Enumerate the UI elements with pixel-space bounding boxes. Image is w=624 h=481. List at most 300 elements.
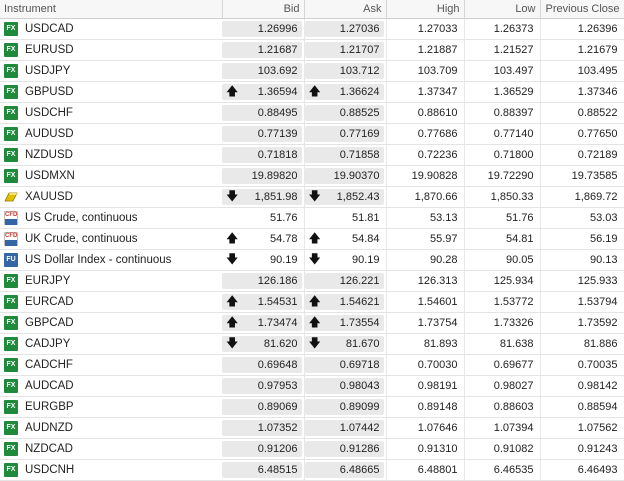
ask-value-box: [305, 63, 384, 79]
high-value: 81.893: [386, 334, 464, 355]
forex-icon: [4, 22, 18, 36]
table-row[interactable]: [0, 292, 624, 313]
bid-cell[interactable]: [222, 355, 304, 376]
forex-icon-label: FX: [6, 172, 16, 179]
low-value: 1.73326: [464, 313, 540, 334]
bid-value: 1.36594: [257, 86, 298, 98]
bid-value: 1.26996: [257, 23, 298, 35]
bid-value: 1.21687: [257, 44, 298, 56]
table-row[interactable]: [0, 229, 624, 250]
ask-value-box: [305, 462, 384, 478]
ask-cell[interactable]: [304, 313, 386, 334]
ask-value: 0.77169: [339, 128, 380, 140]
column-header-bid[interactable]: Bid: [222, 0, 304, 19]
ask-value-box: [305, 357, 384, 373]
cfd-icon-label: CFD: [5, 233, 18, 239]
ask-cell[interactable]: [304, 250, 386, 271]
arrow-up-icon: 🡅: [226, 83, 239, 98]
table-row[interactable]: [0, 145, 624, 166]
forex-icon: [4, 442, 18, 456]
bid-cell[interactable]: [222, 313, 304, 334]
cfd-icon: [4, 211, 18, 225]
forex-icon: [4, 295, 18, 309]
ask-value-box: [305, 126, 384, 142]
ask-cell[interactable]: [304, 334, 386, 355]
forex-icon-label: FX: [6, 109, 16, 116]
bid-value-box: [222, 462, 302, 478]
ask-cell[interactable]: [304, 397, 386, 418]
ask-value-box: [305, 420, 384, 436]
previous-close-value: 1.53794: [540, 292, 624, 313]
ask-value-box: [305, 273, 384, 289]
bid-value-box: [222, 189, 302, 205]
ask-value: 0.71858: [339, 149, 380, 161]
high-value: 1.37347: [386, 82, 464, 103]
table-row[interactable]: [0, 82, 624, 103]
ask-cell[interactable]: [304, 355, 386, 376]
bid-cell[interactable]: [222, 166, 304, 187]
ask-value-box: [305, 378, 384, 394]
low-value: 0.91082: [464, 439, 540, 460]
instrument-cell[interactable]: [0, 103, 222, 124]
ask-cell[interactable]: [304, 208, 386, 229]
bid-cell[interactable]: [222, 376, 304, 397]
bid-value-box: [222, 84, 302, 100]
ask-value-box: [305, 168, 384, 184]
ask-value-box: [305, 210, 384, 226]
instrument-cell[interactable]: [0, 439, 222, 460]
bid-cell[interactable]: [222, 334, 304, 355]
arrow-down-icon: 🡇: [226, 251, 239, 266]
ask-cell[interactable]: [304, 460, 386, 481]
instrument-name: NZDUSD: [25, 149, 73, 161]
instrument-cell[interactable]: [0, 208, 222, 229]
ask-value-box: [305, 21, 384, 37]
instrument-name: USDCHF: [25, 107, 73, 119]
instrument-name: USDJPY: [25, 65, 71, 77]
previous-close-value: 1.07562: [540, 418, 624, 439]
bid-value-box: [222, 231, 302, 247]
table-row[interactable]: [0, 334, 624, 355]
forex-icon: [4, 379, 18, 393]
futures-icon-label: FU: [6, 256, 16, 263]
bid-value: 1.54531: [257, 296, 298, 308]
instrument-cell[interactable]: [0, 250, 222, 271]
instrument-cell[interactable]: [0, 187, 222, 208]
ask-cell[interactable]: [304, 439, 386, 460]
ask-value-box: [305, 231, 384, 247]
table-row[interactable]: [0, 208, 624, 229]
bid-value-box: [222, 441, 302, 457]
low-value: 0.69677: [464, 355, 540, 376]
high-value: 55.97: [386, 229, 464, 250]
instrument-cell[interactable]: [0, 376, 222, 397]
low-value: 1.53772: [464, 292, 540, 313]
low-value: 19.72290: [464, 166, 540, 187]
table-row[interactable]: [0, 166, 624, 187]
low-value: 0.88397: [464, 103, 540, 124]
previous-close-value: 81.886: [540, 334, 624, 355]
high-value: 53.13: [386, 208, 464, 229]
gold-bar-icon: [4, 190, 18, 204]
bid-value-box: [222, 420, 302, 436]
high-value: 1.27033: [386, 19, 464, 40]
table-row[interactable]: [0, 271, 624, 292]
ask-value: 0.98043: [339, 380, 380, 392]
low-value: 90.05: [464, 250, 540, 271]
ask-value: 0.88525: [339, 107, 380, 119]
high-value: 0.89148: [386, 397, 464, 418]
instrument-name: USDCNH: [25, 464, 75, 476]
bid-value-box: [222, 126, 302, 142]
low-value: 81.638: [464, 334, 540, 355]
instrument-cell[interactable]: [0, 40, 222, 61]
previous-close-value: 0.88594: [540, 397, 624, 418]
table-row[interactable]: [0, 124, 624, 145]
instrument-name: NZDCAD: [25, 443, 73, 455]
previous-close-value: 1.73592: [540, 313, 624, 334]
bid-cell[interactable]: [222, 145, 304, 166]
cfd-icon-label: CFD: [5, 212, 18, 218]
ask-value-box: [305, 336, 384, 352]
high-value: 0.70030: [386, 355, 464, 376]
bid-cell[interactable]: [222, 124, 304, 145]
arrow-down-icon: 🡇: [226, 335, 239, 350]
ask-cell[interactable]: [304, 376, 386, 397]
bid-value: 0.77139: [257, 128, 298, 140]
arrow-down-icon: 🡇: [226, 188, 239, 203]
bid-value-box: [222, 21, 302, 37]
bid-value: 0.97953: [257, 380, 298, 392]
bid-cell[interactable]: [222, 40, 304, 61]
instrument-cell[interactable]: [0, 145, 222, 166]
bid-value-box: [222, 147, 302, 163]
low-value: 125.934: [464, 271, 540, 292]
ask-value: 54.84: [351, 233, 380, 245]
forex-icon-label: FX: [6, 151, 16, 158]
ask-cell[interactable]: [304, 187, 386, 208]
bid-value: 1,851.98: [254, 191, 298, 203]
table-row[interactable]: [0, 313, 624, 334]
bid-cell[interactable]: [222, 229, 304, 250]
instrument-cell[interactable]: [0, 61, 222, 82]
ask-value-box: [305, 399, 384, 415]
high-value: 126.313: [386, 271, 464, 292]
futures-icon: [4, 253, 18, 267]
arrow-up-icon: 🡅: [308, 293, 321, 308]
instrument-name: GBPCAD: [25, 317, 74, 329]
instrument-name: XAUUSD: [25, 191, 73, 203]
instrument-cell[interactable]: [0, 460, 222, 481]
high-value: 0.98191: [386, 376, 464, 397]
ask-value: 1.36624: [339, 86, 380, 98]
ask-cell[interactable]: [304, 418, 386, 439]
high-value: 90.28: [386, 250, 464, 271]
ask-value: 0.89099: [339, 401, 380, 413]
forex-icon: [4, 358, 18, 372]
arrow-up-icon: 🡅: [308, 314, 321, 329]
bid-value-box: [222, 63, 302, 79]
ask-value: 1.54621: [339, 296, 380, 308]
forex-icon-label: FX: [6, 298, 16, 305]
low-value: 0.98027: [464, 376, 540, 397]
bid-value: 19.89820: [251, 170, 298, 182]
bid-value: 54.78: [269, 233, 298, 245]
instrument-cell[interactable]: [0, 166, 222, 187]
cfd-icon: [4, 232, 18, 246]
forex-icon: [4, 400, 18, 414]
previous-close-value: 0.77650: [540, 124, 624, 145]
low-value: 0.77140: [464, 124, 540, 145]
high-value: 0.91310: [386, 439, 464, 460]
bid-cell[interactable]: [222, 103, 304, 124]
arrow-down-icon: 🡇: [308, 188, 321, 203]
table-row[interactable]: [0, 376, 624, 397]
low-value: 0.88603: [464, 397, 540, 418]
ask-cell[interactable]: [304, 166, 386, 187]
bid-value: 51.76: [269, 212, 298, 224]
ask-value: 90.19: [351, 254, 380, 266]
ask-value: 126.221: [339, 275, 380, 287]
instrument-cell[interactable]: [0, 271, 222, 292]
arrow-up-icon: 🡅: [308, 83, 321, 98]
ask-value-box: [305, 84, 384, 100]
table-row[interactable]: [0, 103, 624, 124]
forex-icon-label: FX: [6, 403, 16, 410]
bid-value-box: [222, 42, 302, 58]
bid-cell[interactable]: [222, 460, 304, 481]
ask-cell[interactable]: [304, 61, 386, 82]
instrument-name: AUDUSD: [25, 128, 74, 140]
ask-cell[interactable]: [304, 124, 386, 145]
instrument-cell[interactable]: [0, 19, 222, 40]
bid-value: 1.07352: [257, 422, 298, 434]
bid-cell[interactable]: [222, 187, 304, 208]
low-value: 1.21527: [464, 40, 540, 61]
low-value: 1.07394: [464, 418, 540, 439]
instrument-name: EURUSD: [25, 44, 74, 56]
previous-close-value: 56.19: [540, 229, 624, 250]
forex-icon: [4, 421, 18, 435]
high-value: 1.07646: [386, 418, 464, 439]
bid-value: 81.620: [263, 338, 298, 350]
instrument-name: AUDNZD: [25, 422, 73, 434]
ask-value-box: [305, 252, 384, 268]
high-value: 19.90828: [386, 166, 464, 187]
bid-value-box: [222, 315, 302, 331]
low-value: 1.36529: [464, 82, 540, 103]
bid-cell[interactable]: [222, 82, 304, 103]
bid-cell[interactable]: [222, 397, 304, 418]
bid-cell[interactable]: [222, 439, 304, 460]
instrument-name: GBPUSD: [25, 86, 74, 98]
ask-value-box: [305, 147, 384, 163]
table-row[interactable]: [0, 19, 624, 40]
bid-value: 0.91206: [257, 443, 298, 455]
high-value: 1.54601: [386, 292, 464, 313]
bid-value: 126.186: [257, 275, 298, 287]
forex-icon-label: FX: [6, 445, 16, 452]
high-value: 6.48801: [386, 460, 464, 481]
ask-value: 81.670: [345, 338, 380, 350]
table-row[interactable]: [0, 61, 624, 82]
bid-value-box: [222, 168, 302, 184]
low-value: 1.26373: [464, 19, 540, 40]
bid-cell[interactable]: [222, 208, 304, 229]
instrument-name: EURGBP: [25, 401, 74, 413]
instrument-name: USDMXN: [25, 170, 75, 182]
header-row: [0, 0, 624, 19]
instrument-cell[interactable]: [0, 229, 222, 250]
bid-value-box: [222, 399, 302, 415]
table-row[interactable]: [0, 250, 624, 271]
instrument-name: CADJPY: [25, 338, 71, 350]
previous-close-value: 0.91243: [540, 439, 624, 460]
table-row[interactable]: [0, 187, 624, 208]
forex-icon: [4, 64, 18, 78]
forex-icon-label: FX: [6, 67, 16, 74]
ask-value-box: [305, 294, 384, 310]
instrument-cell[interactable]: [0, 334, 222, 355]
bid-value: 0.71818: [257, 149, 298, 161]
table-row[interactable]: [0, 460, 624, 481]
ask-value: 1.21707: [339, 44, 380, 56]
ask-cell[interactable]: [304, 271, 386, 292]
table-row[interactable]: [0, 40, 624, 61]
ask-cell[interactable]: [304, 229, 386, 250]
instrument-name: USDCAD: [25, 23, 74, 35]
bid-value-box: [222, 210, 302, 226]
instrument-cell[interactable]: [0, 397, 222, 418]
previous-close-value: 1.37346: [540, 82, 624, 103]
forex-icon: [4, 85, 18, 99]
forex-icon-label: FX: [6, 25, 16, 32]
ask-value: 51.81: [351, 212, 380, 224]
ask-cell[interactable]: [304, 145, 386, 166]
ask-cell[interactable]: [304, 40, 386, 61]
forex-icon-label: FX: [6, 466, 16, 473]
ask-cell[interactable]: [304, 19, 386, 40]
previous-close-value: 19.73585: [540, 166, 624, 187]
instrument-name: US Dollar Index - continuous: [25, 254, 172, 266]
bid-value: 103.692: [257, 65, 298, 77]
forex-icon: [4, 43, 18, 57]
bid-cell[interactable]: [222, 418, 304, 439]
bid-value: 1.73474: [257, 317, 298, 329]
instrument-name: CADCHF: [25, 359, 73, 371]
column-header-instrument[interactable]: Instrument: [0, 0, 222, 19]
instrument-cell[interactable]: [0, 313, 222, 334]
previous-close-value: 53.03: [540, 208, 624, 229]
low-value: 6.46535: [464, 460, 540, 481]
ask-value-box: [305, 42, 384, 58]
low-value: 54.81: [464, 229, 540, 250]
table-row[interactable]: [0, 397, 624, 418]
previous-close-value: 103.495: [540, 61, 624, 82]
table-row[interactable]: [0, 439, 624, 460]
ask-value-box: [305, 105, 384, 121]
high-value: 0.88610: [386, 103, 464, 124]
bid-value-box: [222, 273, 302, 289]
bid-cell[interactable]: [222, 250, 304, 271]
previous-close-value: 90.13: [540, 250, 624, 271]
bid-value-box: [222, 294, 302, 310]
ask-value: 1.27036: [339, 23, 380, 35]
forex-icon-label: FX: [6, 319, 16, 326]
forex-icon: [4, 463, 18, 477]
ask-value: 0.69718: [339, 359, 380, 371]
forex-icon: [4, 148, 18, 162]
bid-cell[interactable]: [222, 292, 304, 313]
ask-value: 0.91286: [339, 443, 380, 455]
forex-icon: [4, 274, 18, 288]
bid-value: 0.69648: [257, 359, 298, 371]
instrument-cell[interactable]: [0, 355, 222, 376]
instrument-name: EURCAD: [25, 296, 74, 308]
ask-cell[interactable]: [304, 82, 386, 103]
previous-close-value: 6.46493: [540, 460, 624, 481]
bid-value-box: [222, 378, 302, 394]
bid-value: 0.89069: [257, 401, 298, 413]
ask-value: 1.07442: [339, 422, 380, 434]
ask-value: 6.48665: [339, 464, 380, 476]
instrument-cell[interactable]: [0, 292, 222, 313]
forex-icon-label: FX: [6, 88, 16, 95]
low-value: 51.76: [464, 208, 540, 229]
bid-cell[interactable]: [222, 271, 304, 292]
low-value: 103.497: [464, 61, 540, 82]
instrument-cell[interactable]: [0, 124, 222, 145]
ask-cell[interactable]: [304, 103, 386, 124]
table-row[interactable]: [0, 418, 624, 439]
instrument-cell[interactable]: [0, 418, 222, 439]
low-value: 0.71800: [464, 145, 540, 166]
ask-value: 103.712: [339, 65, 380, 77]
high-value: 0.72236: [386, 145, 464, 166]
previous-close-value: 0.72189: [540, 145, 624, 166]
bid-cell[interactable]: [222, 61, 304, 82]
forex-icon-label: FX: [6, 46, 16, 53]
forex-icon: [4, 106, 18, 120]
table-row[interactable]: [0, 355, 624, 376]
previous-close-value: 0.70035: [540, 355, 624, 376]
column-header-previous-close[interactable]: Previous Close: [540, 0, 624, 19]
forex-icon: [4, 169, 18, 183]
forex-icon-label: FX: [6, 340, 16, 347]
previous-close-value: 1.21679: [540, 40, 624, 61]
arrow-up-icon: 🡅: [308, 230, 321, 245]
column-header-low[interactable]: Low: [464, 0, 540, 19]
high-value: 1.73754: [386, 313, 464, 334]
instrument-cell[interactable]: [0, 82, 222, 103]
arrow-down-icon: 🡇: [308, 335, 321, 350]
ask-cell[interactable]: [304, 292, 386, 313]
arrow-down-icon: 🡇: [308, 251, 321, 266]
forex-icon-label: FX: [6, 130, 16, 137]
bid-value: 6.48515: [257, 464, 298, 476]
bid-cell[interactable]: [222, 19, 304, 40]
arrow-up-icon: 🡅: [226, 230, 239, 245]
forex-icon-label: FX: [6, 277, 16, 284]
ask-value-box: [305, 441, 384, 457]
high-value: 0.77686: [386, 124, 464, 145]
ask-value: 19.90370: [333, 170, 380, 182]
arrow-up-icon: 🡅: [226, 314, 239, 329]
bid-value: 0.88495: [257, 107, 298, 119]
column-header-high[interactable]: High: [386, 0, 464, 19]
arrow-up-icon: 🡅: [226, 293, 239, 308]
column-header-ask[interactable]: Ask: [304, 0, 386, 19]
